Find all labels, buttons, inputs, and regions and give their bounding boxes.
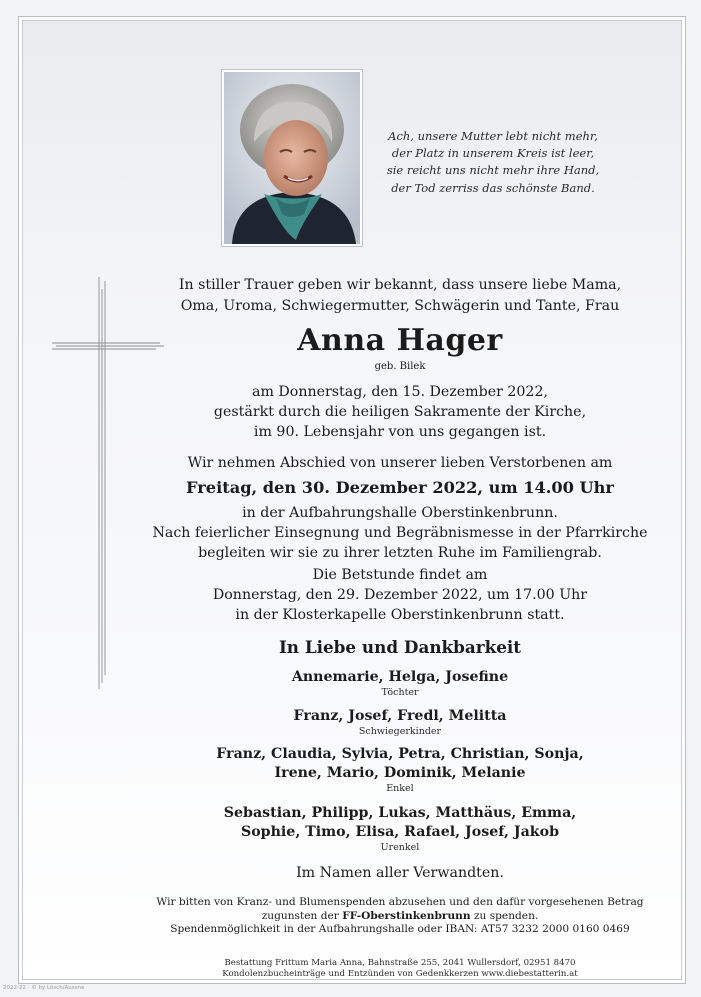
mourners-heading: In Liebe und Dankbarkeit bbox=[278, 637, 522, 657]
donation-line bbox=[140, 910, 660, 924]
donation-notice bbox=[140, 896, 660, 937]
donation-line: Spendenmöglichkeit in der Aufbahrungshalle oder IBAN: AT57 3232 2000 0160 0469 bbox=[170, 923, 630, 936]
birth-name: geb. Bilek bbox=[374, 361, 426, 372]
portrait-photo bbox=[222, 70, 362, 246]
intro-line: In stiller Trauer geben wir bekannt, dass unsere liebe Mama, bbox=[178, 277, 622, 293]
mourner-names: Sebastian, Philipp, Lukas, Matthäus, Emma, bbox=[223, 805, 577, 821]
donation-prefix: zugunsten der bbox=[261, 909, 343, 922]
funeral-home-line: Bestattung Frittum Maria Anna, Bahnstraße 255, 2041 Wullersdorf, 02951 8470 bbox=[224, 958, 576, 968]
mourner-group bbox=[140, 745, 660, 795]
donation-recipient: FF-Oberstinkenbrunn bbox=[342, 909, 471, 922]
mourner-names: Franz, Josef, Fredl, Melitta bbox=[293, 708, 507, 724]
ceremony-line: begleiten wir sie zu ihrer letzten Ruhe im Familiengrab. bbox=[198, 545, 602, 561]
ceremony-line: Nach feierlicher Einsegnung und Begräbnismesse in der Pfarrkirche bbox=[152, 525, 648, 541]
prayer-line: Die Betstunde findet am bbox=[312, 567, 488, 583]
mourner-names: Annemarie, Helga, Josefine bbox=[291, 669, 509, 685]
intro-line: Oma, Uroma, Schwiegermutter, Schwägerin und Tante, Frau bbox=[180, 298, 620, 314]
farewell-intro: Wir nehmen Abschied von unserer lieben Verstorbenen am bbox=[187, 455, 613, 471]
mourner-group bbox=[140, 804, 660, 854]
prayer-hour bbox=[140, 565, 660, 625]
prayer-line: Donnerstag, den 29. Dezember 2022, um 17.00 Uhr bbox=[212, 587, 588, 603]
death-line: gestärkt durch die heiligen Sakramente der Kirche, bbox=[213, 404, 587, 420]
print-code: 2022-22 · © by Lösch/Aussne bbox=[3, 985, 85, 991]
mourner-role: Töchter bbox=[381, 687, 419, 698]
death-line: am Donnerstag, den 15. Dezember 2022, bbox=[251, 384, 548, 400]
death-notice bbox=[140, 382, 660, 442]
mourner-role: Enkel bbox=[386, 783, 414, 794]
prayer-line: in der Klosterkapelle Oberstinkenbrunn statt. bbox=[235, 607, 565, 623]
poem-line: sie reicht uns nicht mehr ihre Hand, bbox=[386, 163, 600, 178]
ceremony-details bbox=[140, 503, 660, 563]
closing-line: Im Namen aller Verwandten. bbox=[296, 865, 504, 881]
ceremony-line: in der Aufbahrungshalle Oberstinkenbrunn. bbox=[242, 505, 558, 521]
mourner-role: Schwiegerkinder bbox=[358, 726, 442, 737]
poem-line: Ach, unsere Mutter lebt nicht mehr, bbox=[388, 129, 598, 143]
mourner-names: Sophie, Timo, Elisa, Rafael, Josef, Jakob bbox=[240, 824, 560, 840]
donation-suffix: zu spenden. bbox=[470, 909, 539, 922]
mourner-role: Urenkel bbox=[380, 842, 420, 853]
mourner-group bbox=[140, 668, 660, 699]
death-line: im 90. Lebensjahr von uns gegangen ist. bbox=[253, 424, 547, 440]
memorial-poem bbox=[368, 128, 618, 197]
mourner-names: Franz, Claudia, Sylvia, Petra, Christian, Sonja, bbox=[216, 746, 584, 762]
poem-line: der Platz in unserem Kreis ist leer, bbox=[391, 146, 595, 161]
funeral-home-line: Kondolenzbucheinträge und Entzünden von Gedenkkerzen www.diebestatterin.at bbox=[222, 969, 578, 979]
announcement-intro bbox=[140, 275, 660, 317]
mourner-group bbox=[140, 707, 660, 738]
mourner-names: Irene, Mario, Dominik, Melanie bbox=[274, 765, 526, 781]
donation-line: Wir bitten von Kranz- und Blumenspenden abzusehen und den dafür vorgesehenen Betrag bbox=[156, 896, 644, 908]
funeral-date: Freitag, den 30. Dezember 2022, um 14.00 Uhr bbox=[186, 478, 614, 497]
poem-line: der Tod zerriss das schönste Band. bbox=[391, 180, 595, 195]
funeral-home-info bbox=[140, 958, 660, 980]
portrait-illustration bbox=[224, 72, 360, 244]
deceased-name: Anna Hager bbox=[297, 323, 503, 358]
